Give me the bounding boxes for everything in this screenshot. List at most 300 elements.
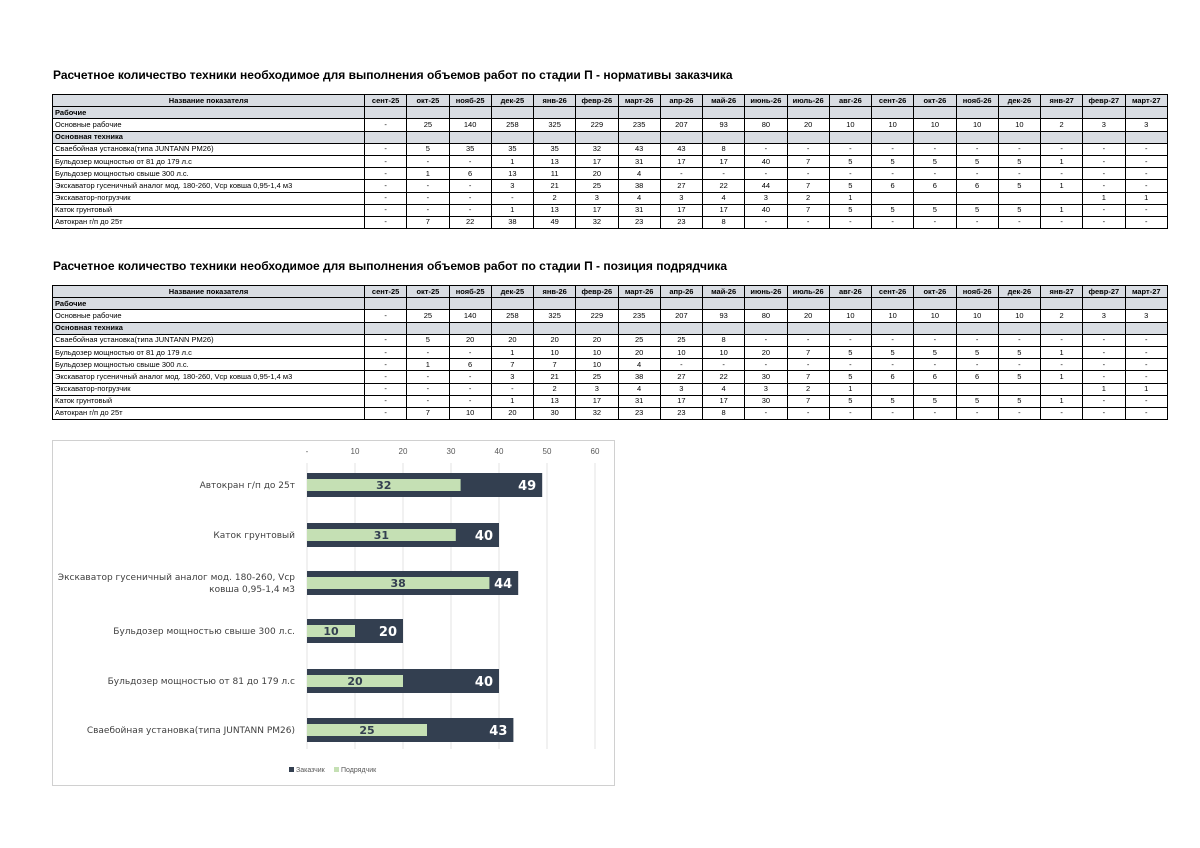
value-cell: -	[407, 383, 449, 395]
month-header: сент-25	[365, 286, 407, 298]
value-cell: 17	[703, 204, 745, 216]
value-cell: -	[872, 168, 914, 180]
section-blank-cell	[449, 131, 491, 143]
value-cell: -	[745, 359, 787, 371]
value-cell: -	[365, 192, 407, 204]
value-cell: 13	[534, 155, 576, 167]
section-blank-cell	[449, 107, 491, 119]
value-cell: 2	[534, 192, 576, 204]
value-cell: 7	[787, 204, 829, 216]
value-cell: 7	[787, 371, 829, 383]
section-blank-cell	[787, 298, 829, 310]
value-cell: 2	[534, 383, 576, 395]
value-cell: 3	[1083, 119, 1125, 131]
month-header: май-26	[703, 95, 745, 107]
month-header: июль-26	[787, 95, 829, 107]
value-cell: 7	[534, 359, 576, 371]
value-cell: -	[956, 216, 998, 228]
value-cell: -	[407, 192, 449, 204]
value-cell: 140	[449, 310, 491, 322]
month-header: сент-26	[872, 95, 914, 107]
value-cell: 17	[576, 204, 618, 216]
legend-label-customer: Заказчик	[296, 767, 325, 774]
value-cell: 20	[745, 346, 787, 358]
month-header: апр-26	[660, 286, 702, 298]
x-tick-label: 30	[446, 447, 456, 456]
value-cell: 35	[491, 143, 533, 155]
value-cell: 1	[1041, 180, 1083, 192]
value-cell: -	[365, 346, 407, 358]
month-header: февр-26	[576, 286, 618, 298]
table-row	[53, 192, 1168, 204]
section-blank-cell	[914, 131, 956, 143]
value-cell: -	[1083, 216, 1125, 228]
value-cell: -	[365, 395, 407, 407]
x-tick-label: 50	[542, 447, 552, 456]
section-blank-cell	[576, 298, 618, 310]
section-blank-cell	[576, 107, 618, 119]
section-label: Рабочие	[53, 107, 365, 119]
value-cell: -	[1083, 395, 1125, 407]
month-header: февр-26	[576, 95, 618, 107]
value-cell: 10	[956, 119, 998, 131]
month-header: нояб-26	[956, 95, 998, 107]
value-cell: 8	[703, 143, 745, 155]
value-cell: -	[365, 155, 407, 167]
value-cell: 20	[534, 334, 576, 346]
value-cell: 6	[449, 359, 491, 371]
value-cell: 22	[703, 180, 745, 192]
value-cell: 10	[829, 310, 871, 322]
value-cell: 2	[1041, 310, 1083, 322]
value-cell: 5	[956, 204, 998, 216]
section-blank-cell	[787, 322, 829, 334]
value-cell: 5	[998, 346, 1040, 358]
value-cell: -	[745, 407, 787, 419]
value-cell: -	[745, 168, 787, 180]
value-cell: -	[660, 359, 702, 371]
value-cell: -	[449, 204, 491, 216]
x-tick-label: 60	[590, 447, 600, 456]
section-blank-cell	[365, 298, 407, 310]
value-cell: -	[1041, 359, 1083, 371]
section-blank-cell	[491, 107, 533, 119]
month-header: авг-26	[829, 95, 871, 107]
value-cell: 27	[660, 371, 702, 383]
section-blank-cell	[534, 322, 576, 334]
value-cell: 6	[956, 180, 998, 192]
value-cell: -	[407, 395, 449, 407]
value-cell	[956, 383, 998, 395]
month-header: окт-26	[914, 95, 956, 107]
value-cell: 5	[407, 334, 449, 346]
section-blank-cell	[872, 107, 914, 119]
value-cell: 32	[576, 407, 618, 419]
section-blank-cell	[1041, 298, 1083, 310]
value-cell: 43	[618, 143, 660, 155]
value-cell: 1	[1041, 395, 1083, 407]
value-cell: 43	[660, 143, 702, 155]
value-cell: 21	[534, 180, 576, 192]
value-cell: 10	[872, 310, 914, 322]
section-blank-cell	[365, 322, 407, 334]
category-label: Автокран г/п до 25т	[199, 481, 295, 491]
value-cell: 4	[703, 192, 745, 204]
data-label-contractor: 10	[323, 625, 339, 638]
row-name: Автокран г/п до 25т	[53, 407, 365, 419]
value-cell: -	[449, 371, 491, 383]
category-label: Экскаватор гусеничный аналог мод. 180-260, Vср	[57, 573, 295, 583]
value-cell: 38	[618, 371, 660, 383]
data-label-contractor: 25	[359, 724, 375, 737]
value-cell: 5	[829, 155, 871, 167]
value-cell: 23	[660, 407, 702, 419]
table-contractor-position	[52, 285, 1168, 420]
month-header: янв-26	[534, 95, 576, 107]
section-row	[53, 107, 1168, 119]
value-cell: 3	[1125, 119, 1168, 131]
value-cell: 3	[660, 383, 702, 395]
section-blank-cell	[1041, 322, 1083, 334]
section-blank-cell	[576, 131, 618, 143]
value-cell: -	[365, 168, 407, 180]
value-cell	[998, 383, 1040, 395]
value-cell: -	[1125, 334, 1168, 346]
section-blank-cell	[407, 131, 449, 143]
value-cell: 20	[576, 334, 618, 346]
value-cell: 4	[703, 383, 745, 395]
section-blank-cell	[956, 131, 998, 143]
section-blank-cell	[660, 131, 702, 143]
value-cell: 3	[491, 180, 533, 192]
value-cell: 25	[660, 334, 702, 346]
value-cell: -	[914, 334, 956, 346]
table-row	[53, 359, 1168, 371]
value-cell: 3	[576, 383, 618, 395]
value-cell: -	[1125, 407, 1168, 419]
section-blank-cell	[998, 322, 1040, 334]
value-cell: -	[956, 143, 998, 155]
section-blank-cell	[407, 107, 449, 119]
value-cell: -	[449, 192, 491, 204]
month-header: февр-27	[1083, 95, 1125, 107]
value-cell: -	[787, 407, 829, 419]
value-cell: 35	[534, 143, 576, 155]
value-cell: 1	[407, 168, 449, 180]
value-cell: 38	[618, 180, 660, 192]
month-header: март-27	[1125, 95, 1168, 107]
value-cell: -	[365, 143, 407, 155]
value-cell: 10	[576, 359, 618, 371]
value-cell: -	[449, 180, 491, 192]
value-cell: -	[365, 371, 407, 383]
value-cell: -	[787, 334, 829, 346]
value-cell: 2	[787, 383, 829, 395]
value-cell: 325	[534, 119, 576, 131]
category-label: ковша 0,95-1,4 м3	[209, 585, 295, 595]
section-blank-cell	[914, 107, 956, 119]
value-cell: -	[872, 143, 914, 155]
value-cell: 7	[787, 346, 829, 358]
month-header: окт-26	[914, 286, 956, 298]
value-cell: 6	[872, 371, 914, 383]
value-cell: -	[829, 168, 871, 180]
section-blank-cell	[998, 131, 1040, 143]
value-cell: -	[449, 383, 491, 395]
month-header: дек-26	[998, 95, 1040, 107]
section-blank-cell	[998, 107, 1040, 119]
value-cell: -	[787, 359, 829, 371]
value-cell: 7	[787, 180, 829, 192]
value-cell: 207	[660, 310, 702, 322]
section-blank-cell	[956, 298, 998, 310]
value-cell: 325	[534, 310, 576, 322]
value-cell: 1	[1083, 383, 1125, 395]
value-cell: -	[1041, 143, 1083, 155]
value-cell: -	[365, 119, 407, 131]
value-cell: -	[1083, 204, 1125, 216]
row-name: Каток грунтовый	[53, 395, 365, 407]
value-cell: -	[407, 155, 449, 167]
value-cell: 17	[660, 204, 702, 216]
month-header: янв-27	[1041, 95, 1083, 107]
value-cell: -	[660, 168, 702, 180]
data-label-customer: 43	[489, 724, 508, 739]
value-cell: -	[407, 346, 449, 358]
section-blank-cell	[1041, 107, 1083, 119]
value-cell: -	[829, 216, 871, 228]
x-tick-label: -	[305, 447, 309, 456]
row-name: Экскаватор гусеничный аналог мод. 180-260, Vср ковша 0,95-1,4 м3	[53, 371, 365, 383]
section-blank-cell	[703, 322, 745, 334]
table-row	[53, 180, 1168, 192]
value-cell: 5	[829, 346, 871, 358]
value-cell: -	[407, 180, 449, 192]
month-header: сент-26	[872, 286, 914, 298]
value-cell: 5	[829, 371, 871, 383]
value-cell: 10	[956, 310, 998, 322]
month-header: нояб-26	[956, 286, 998, 298]
row-name: Основные рабочие	[53, 310, 365, 322]
section-blank-cell	[407, 298, 449, 310]
value-cell: -	[407, 371, 449, 383]
month-header: июль-26	[787, 286, 829, 298]
value-cell: -	[745, 334, 787, 346]
value-cell: 40	[745, 204, 787, 216]
month-header: сент-25	[365, 95, 407, 107]
section-blank-cell	[1083, 298, 1125, 310]
section-blank-cell	[703, 298, 745, 310]
table-header-row	[53, 95, 1168, 107]
row-name: Бульдозер мощностью свыше 300 л.с.	[53, 168, 365, 180]
row-name: Основные рабочие	[53, 119, 365, 131]
value-cell: 20	[787, 310, 829, 322]
value-cell: 5	[829, 395, 871, 407]
value-cell: -	[872, 334, 914, 346]
table2-title: Расчетное количество техники необходимое для выполнения объемов работ по стадии П - позиция подрядчика	[53, 259, 728, 273]
month-header: нояб-25	[449, 286, 491, 298]
value-cell: 1	[1125, 192, 1168, 204]
section-blank-cell	[1125, 298, 1168, 310]
section-blank-cell	[1125, 131, 1168, 143]
value-cell: -	[956, 407, 998, 419]
table-row	[53, 383, 1168, 395]
value-cell: -	[449, 395, 491, 407]
value-cell	[872, 383, 914, 395]
value-cell: 5	[872, 346, 914, 358]
value-cell: 20	[576, 168, 618, 180]
value-cell: 6	[872, 180, 914, 192]
value-cell: 10	[703, 346, 745, 358]
value-cell: -	[1083, 346, 1125, 358]
value-cell: -	[365, 310, 407, 322]
value-cell: 140	[449, 119, 491, 131]
section-blank-cell	[914, 298, 956, 310]
value-cell: 4	[618, 383, 660, 395]
table-row	[53, 168, 1168, 180]
section-blank-cell	[787, 107, 829, 119]
x-tick-label: 20	[398, 447, 408, 456]
value-cell: 93	[703, 310, 745, 322]
value-cell: 30	[534, 407, 576, 419]
data-label-customer: 44	[494, 577, 513, 592]
value-cell: -	[1083, 155, 1125, 167]
row-name: Бульдозер мощностью свыше 300 л.с.	[53, 359, 365, 371]
value-cell: -	[1125, 395, 1168, 407]
month-header: янв-26	[534, 286, 576, 298]
value-cell: 31	[618, 155, 660, 167]
value-cell	[998, 192, 1040, 204]
value-cell: 229	[576, 310, 618, 322]
value-cell: 32	[576, 216, 618, 228]
month-header: авг-26	[829, 286, 871, 298]
value-cell: 6	[914, 371, 956, 383]
month-header: дек-25	[491, 95, 533, 107]
value-cell: -	[365, 334, 407, 346]
value-cell: 38	[491, 216, 533, 228]
table-row	[53, 119, 1168, 131]
value-cell: -	[829, 359, 871, 371]
month-header: июнь-26	[745, 286, 787, 298]
value-cell: 10	[998, 310, 1040, 322]
value-cell: 3	[1125, 310, 1168, 322]
value-cell: 40	[745, 155, 787, 167]
data-label-customer: 40	[474, 675, 493, 690]
value-cell	[1041, 192, 1083, 204]
table1-title: Расчетное количество техники необходимое для выполнения объемов работ по стадии П - нормативы заказчика	[53, 68, 733, 82]
x-tick-label: 10	[350, 447, 360, 456]
value-cell: 3	[491, 371, 533, 383]
value-cell: -	[829, 407, 871, 419]
value-cell: -	[1083, 334, 1125, 346]
value-cell: 5	[998, 371, 1040, 383]
value-cell: 8	[703, 407, 745, 419]
value-cell: 8	[703, 216, 745, 228]
value-cell: 5	[998, 395, 1040, 407]
section-blank-cell	[829, 298, 871, 310]
value-cell: -	[1125, 216, 1168, 228]
value-cell: 3	[1083, 310, 1125, 322]
value-cell: -	[365, 204, 407, 216]
chart-svg	[53, 441, 614, 785]
table-row	[53, 371, 1168, 383]
value-cell: 10	[534, 346, 576, 358]
value-cell: 17	[576, 155, 618, 167]
section-blank-cell	[449, 298, 491, 310]
value-cell: 1	[829, 192, 871, 204]
x-tick-label: 40	[494, 447, 504, 456]
value-cell: 6	[449, 168, 491, 180]
value-cell: 3	[745, 192, 787, 204]
value-cell: 20	[787, 119, 829, 131]
value-cell: 13	[534, 204, 576, 216]
value-cell: -	[745, 143, 787, 155]
category-label: Бульдозер мощностью от 81 до 179 л.с	[107, 677, 295, 687]
row-name: Сваебойная установка(типа JUNTANN PM26)	[53, 143, 365, 155]
section-blank-cell	[365, 131, 407, 143]
month-header: март-26	[618, 95, 660, 107]
value-cell: 8	[703, 334, 745, 346]
table-header-row	[53, 286, 1168, 298]
value-cell: 1	[491, 204, 533, 216]
section-blank-cell	[829, 131, 871, 143]
value-cell: -	[914, 216, 956, 228]
value-cell: -	[914, 168, 956, 180]
section-blank-cell	[1083, 322, 1125, 334]
value-cell: 5	[407, 143, 449, 155]
value-cell: -	[1125, 168, 1168, 180]
value-cell: 1	[1041, 155, 1083, 167]
value-cell: -	[703, 168, 745, 180]
month-header: нояб-25	[449, 95, 491, 107]
value-cell: 5	[998, 155, 1040, 167]
value-cell	[914, 383, 956, 395]
value-cell: -	[365, 407, 407, 419]
section-blank-cell	[872, 322, 914, 334]
value-cell: 17	[660, 395, 702, 407]
value-cell: 5	[956, 155, 998, 167]
value-cell: 27	[660, 180, 702, 192]
table-row	[53, 346, 1168, 358]
section-blank-cell	[745, 107, 787, 119]
value-cell: 7	[787, 395, 829, 407]
row-name: Экскаватор-погрузчик	[53, 383, 365, 395]
section-blank-cell	[534, 298, 576, 310]
value-cell: -	[829, 334, 871, 346]
value-cell: 22	[703, 371, 745, 383]
value-cell: -	[998, 216, 1040, 228]
month-header: апр-26	[660, 95, 702, 107]
value-cell: 49	[534, 216, 576, 228]
value-cell: 25	[407, 119, 449, 131]
section-blank-cell	[534, 107, 576, 119]
value-cell: -	[1125, 143, 1168, 155]
value-cell: 229	[576, 119, 618, 131]
value-cell: 5	[998, 180, 1040, 192]
value-cell: 23	[618, 407, 660, 419]
value-cell: -	[956, 359, 998, 371]
table-row	[53, 334, 1168, 346]
value-cell: 93	[703, 119, 745, 131]
table-row	[53, 216, 1168, 228]
month-header: май-26	[703, 286, 745, 298]
value-cell: 25	[618, 334, 660, 346]
value-cell: 1	[491, 395, 533, 407]
value-cell: -	[1083, 359, 1125, 371]
value-cell: -	[745, 216, 787, 228]
value-cell: -	[956, 168, 998, 180]
value-cell: 5	[872, 155, 914, 167]
